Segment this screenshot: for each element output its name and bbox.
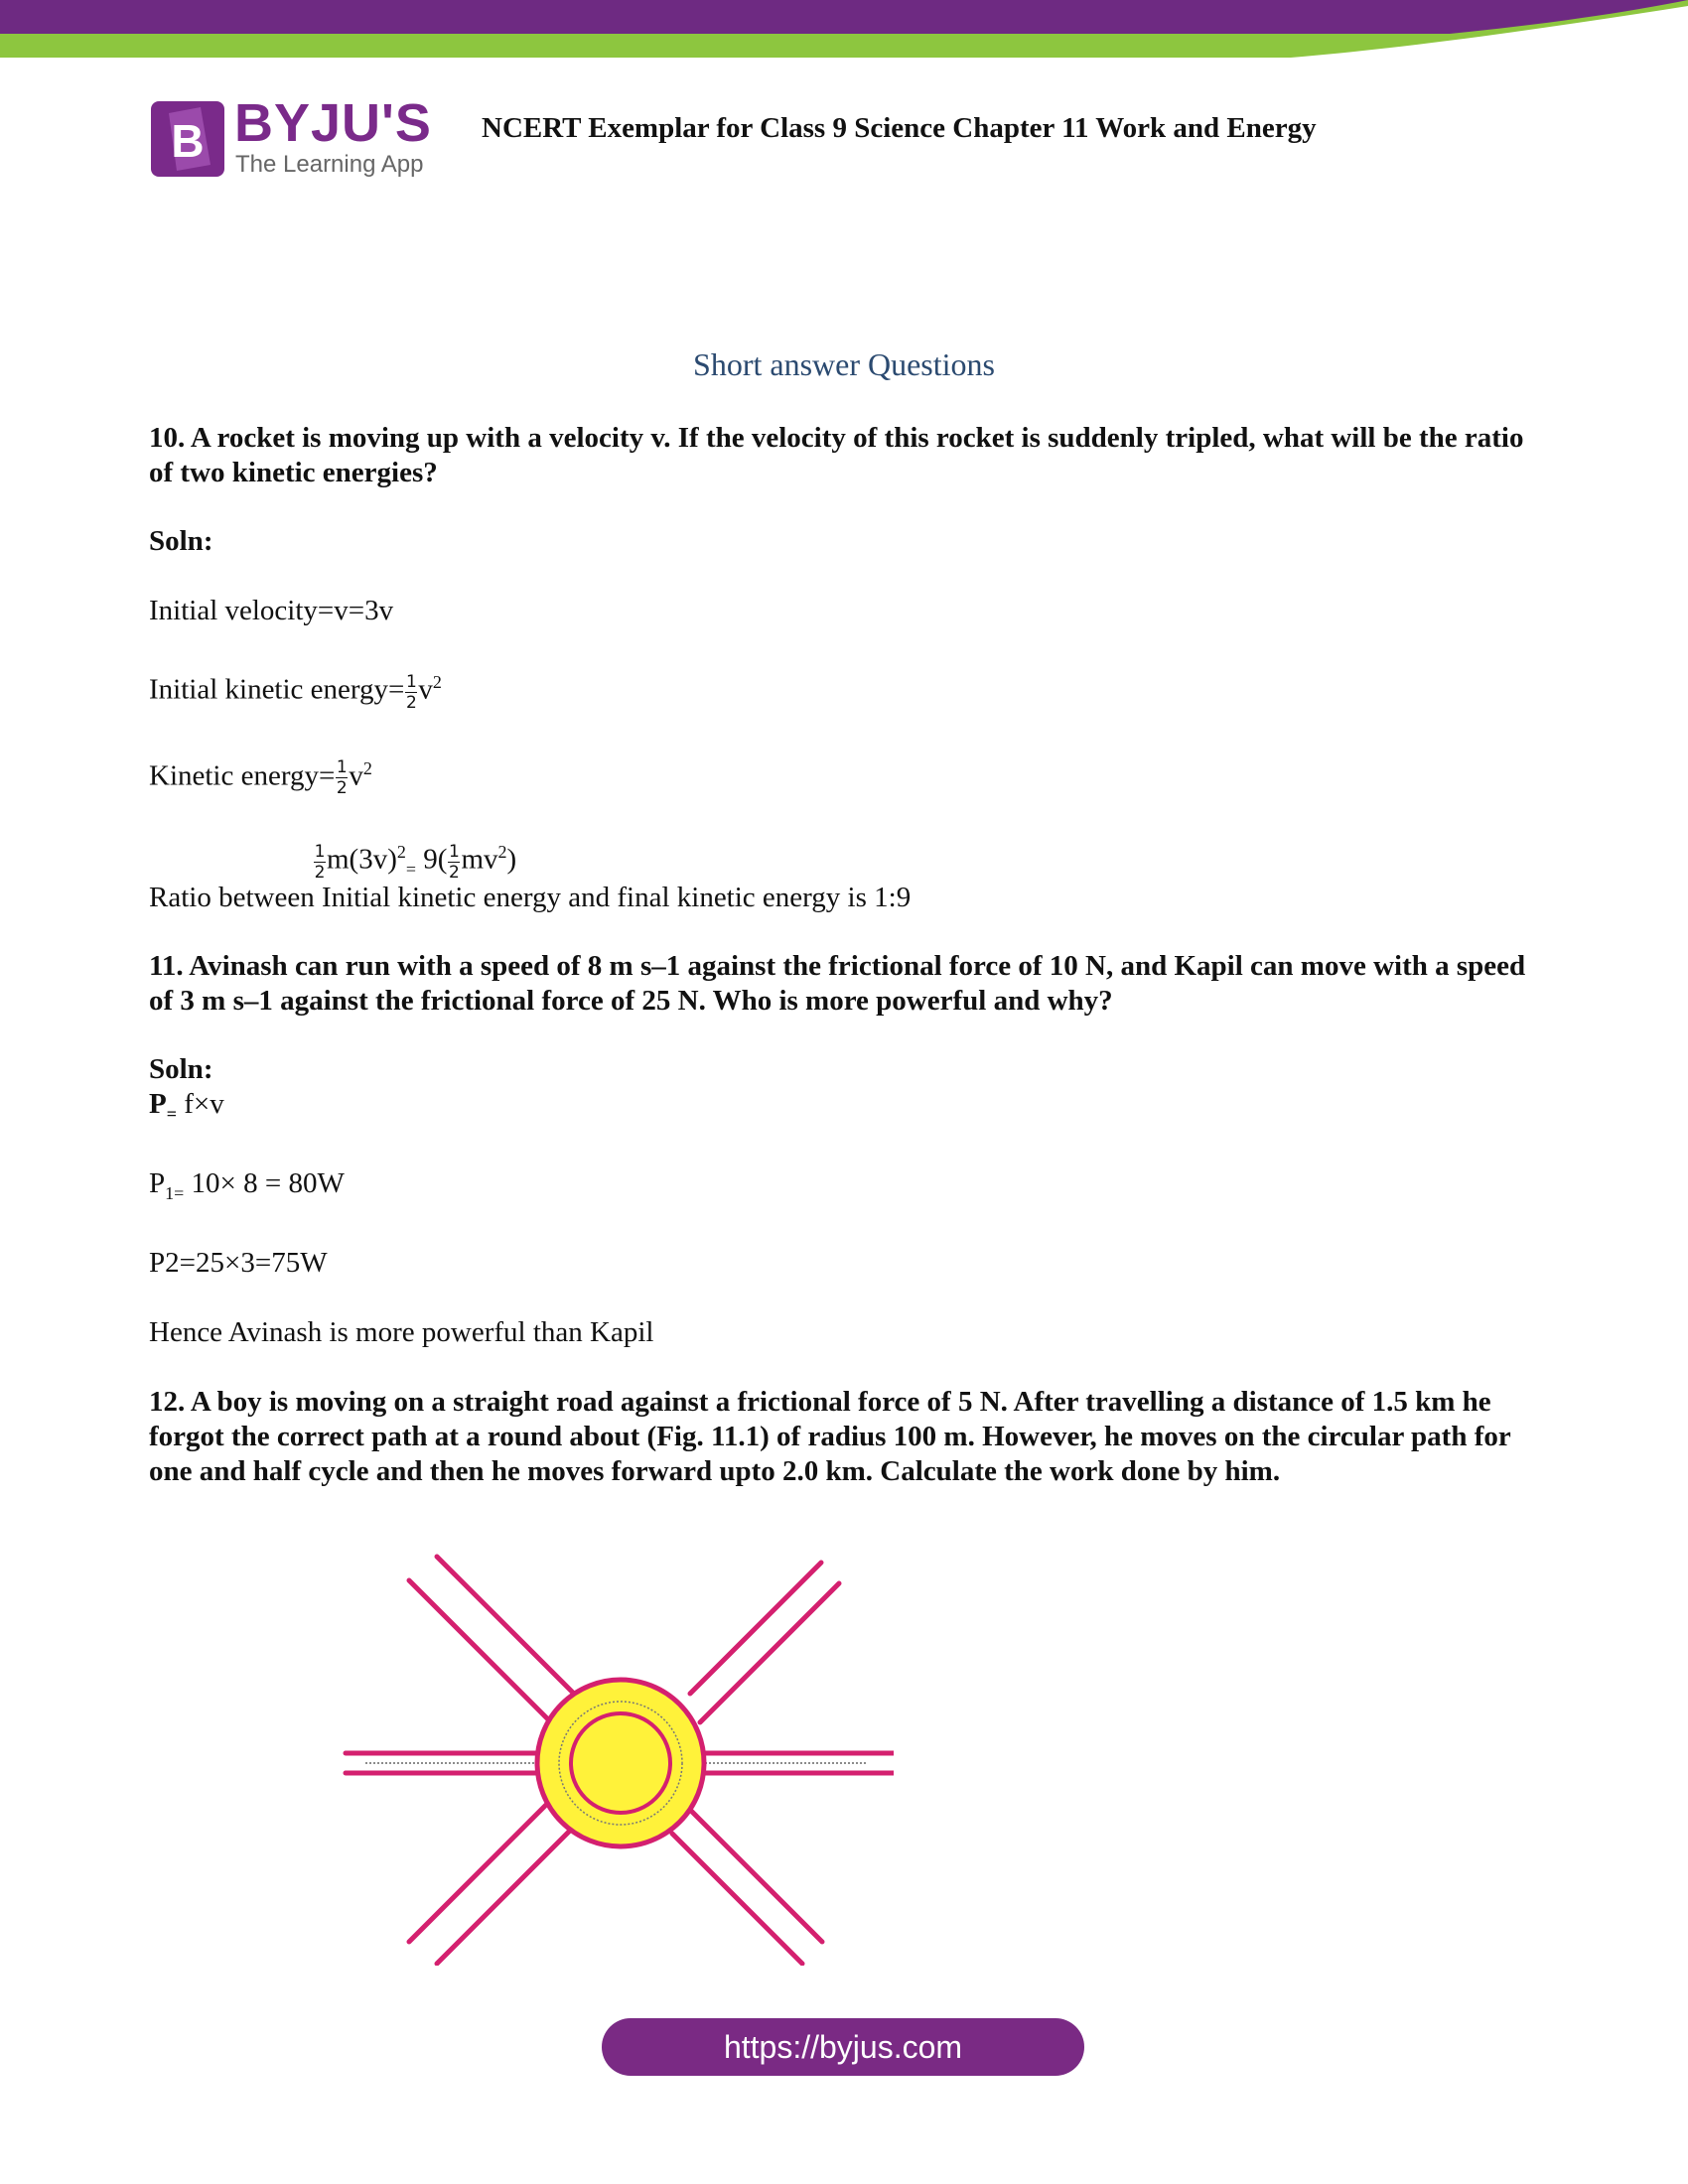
brand-name: BYJU'S [234, 93, 432, 153]
power-symbol: P [149, 1088, 167, 1121]
q10-ke-label: Kinetic energy= [149, 759, 336, 792]
byjus-logo-icon [149, 99, 226, 179]
document-body [149, 421, 1539, 1489]
question-12: 12. A boy is moving on a straight road against a frictional force of 5 N. After travelling a distance of 1.5 km he forgot the correct path at a round about (Fig. 11.1) of radius 100 m. However, he moves on the circular path for one and half cycle and then he moves forward upto 2.0 km. Calculate the work done by him. [149, 1386, 1511, 1488]
byjus-logo [149, 93, 437, 181]
q10-initial-velocity: Initial velocity=v=3v [149, 595, 394, 626]
q11-soln-label: Soln: [149, 1053, 213, 1086]
header-banner [0, 0, 1688, 60]
q10-initial-ke: Initial kinetic energy= $\frac{1}{2}$ $v^2$ [149, 671, 442, 713]
question-11: 11. Avinash can run with a speed of 8 m s–1 against the frictional force of 10 N, and Kapil can move with a speed of 3 m s–1 against the frictional force of 25 N. Who is more powerful and why? [149, 950, 1526, 1018]
fraction-half: $\frac{1}{2}$ [314, 841, 326, 883]
q10-equation: $\frac{1}{2}$ $m(3v)^2_=$ 9( $\frac{1}{2}$ $mv^2$) [314, 841, 517, 883]
section-heading: Short answer Questions [693, 346, 995, 382]
roundabout-figure [338, 1549, 894, 1966]
q10-initial-ke-label: Initial kinetic energy= [149, 673, 405, 706]
fraction-half: $\frac{1}{2}$ [449, 841, 460, 883]
power-equals: = [166, 1104, 177, 1125]
brand-tagline: The Learning App [235, 151, 424, 178]
q11-conclusion: Hence Avinash is more powerful than Kapil [149, 1316, 654, 1349]
p1-subscript: 1= [165, 1183, 185, 1204]
q11-p2: P2=25×3=75W [149, 1247, 328, 1280]
logo-letter: B [171, 115, 205, 167]
q10-soln-label: Soln: [149, 525, 213, 557]
p1-value: 10× 8 = 80W [184, 1167, 345, 1200]
q11-p1 [149, 1166, 1539, 1211]
footer-url[interactable]: https://byjus.com [602, 2018, 1084, 2076]
q10-conclusion: Ratio between Initial kinetic energy and final kinetic energy is 1:9 [149, 882, 912, 914]
q11-power-formula [149, 1087, 1539, 1132]
fraction-half: $\frac{1}{2}$ [336, 757, 348, 798]
q10-ke: Kinetic energy= $\frac{1}{2}$ $v^2$ [149, 757, 372, 798]
power-rhs: f×v [176, 1088, 224, 1121]
fraction-half: $\frac{1}{2}$ [405, 671, 417, 713]
roundabout-inner [571, 1713, 670, 1813]
p1-symbol: P [149, 1167, 166, 1200]
question-10: 10. A rocket is moving up with a velocity v. If the velocity of this rocket is suddenly tripled, what will be the ratio of two kinetic energies? [149, 422, 1524, 488]
document-title: NCERT Exemplar for Class 9 Science Chapter 11 Work and Energy [482, 112, 1317, 144]
